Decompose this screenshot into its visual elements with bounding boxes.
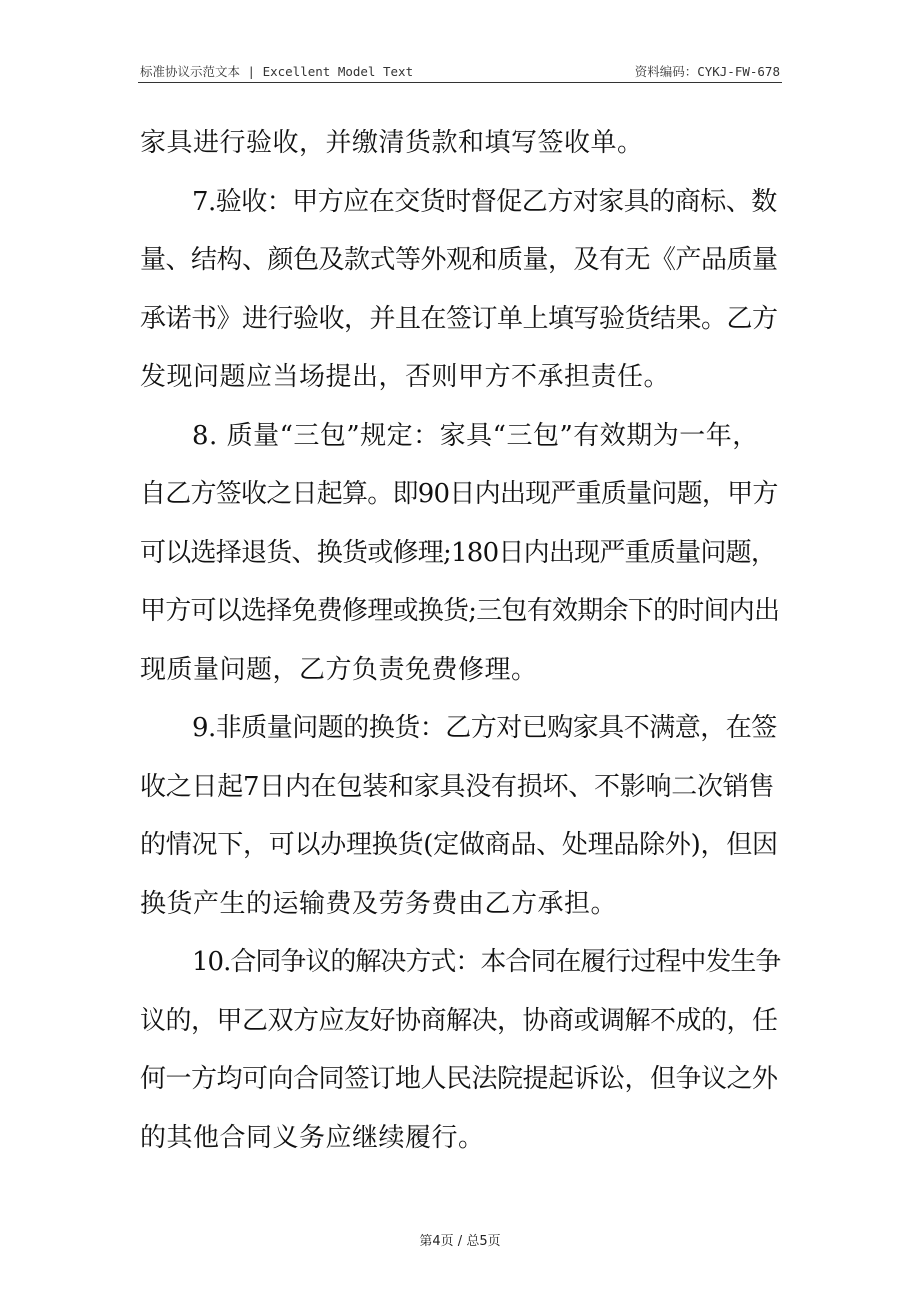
paragraph-clause-9 [140, 699, 780, 933]
text-line: 现质量问题，乙方负责免费修理。 [140, 654, 538, 685]
text-line: 10.合同争议的解决方式：本合同在履行过程中发生争 [192, 947, 781, 977]
paragraph-continuation [140, 114, 780, 173]
text-line: 8. 质量“三包”规定：家具“三包”有效期为一年， [192, 420, 759, 451]
header-title: 标准协议示范文本 | Excellent Model Text [140, 64, 414, 79]
text-line: 议的，甲乙双方应友好协商解决，协商或调解不成的，任 [140, 1005, 778, 1036]
text-line: 发现问题应当场提出，否则甲方不承担责任。 [140, 362, 671, 392]
text-line: 甲方可以选择免费修理或换货;三包有效期余下的时间内出 [140, 596, 780, 626]
text-line: 何一方均可向合同签订地人民法院提起诉讼，但争议之外 [140, 1064, 778, 1094]
text-line: 家具进行验收，并缴清货款和填写签收单。 [140, 128, 644, 158]
text-line: 7.验收：甲方应在交货时督促乙方对家具的商标、数 [192, 186, 777, 217]
text-line: 9.非质量问题的换货：乙方对已购家具不满意，在签 [192, 713, 777, 743]
text-line: 的情况下，可以办理换货(定做商品、处理品除外)，但因 [140, 830, 778, 860]
paragraph-clause-7 [140, 173, 780, 407]
page-number: 第4页 / 总5页 [419, 1234, 501, 1249]
paragraph-clause-8 [140, 407, 780, 700]
text-line: 可以选择退货、换货或修理;180日内出现严重质量问题， [140, 537, 777, 568]
paragraph-clause-10 [140, 933, 780, 1167]
text-line: 的其他合同义务应继续履行。 [140, 1122, 485, 1153]
text-line: 收之日起7日内在包装和家具没有损坏、不影响二次销售 [140, 771, 775, 802]
document-body [140, 114, 780, 1167]
text-line: 自乙方签收之日起算。即90日内出现严重质量问题，甲方 [140, 479, 778, 509]
text-line: 换货产生的运输费及劳务费由乙方承担。 [140, 888, 618, 919]
page-header [138, 60, 782, 83]
document-code: 资料编码：CYKJ-FW-678 [634, 64, 780, 79]
text-line: 承诺书》进行验收，并且在签订单上填写验货结果。乙方 [140, 303, 778, 334]
text-line: 量、结构、颜色及款式等外观和质量，及有无《产品质量 [140, 245, 778, 275]
